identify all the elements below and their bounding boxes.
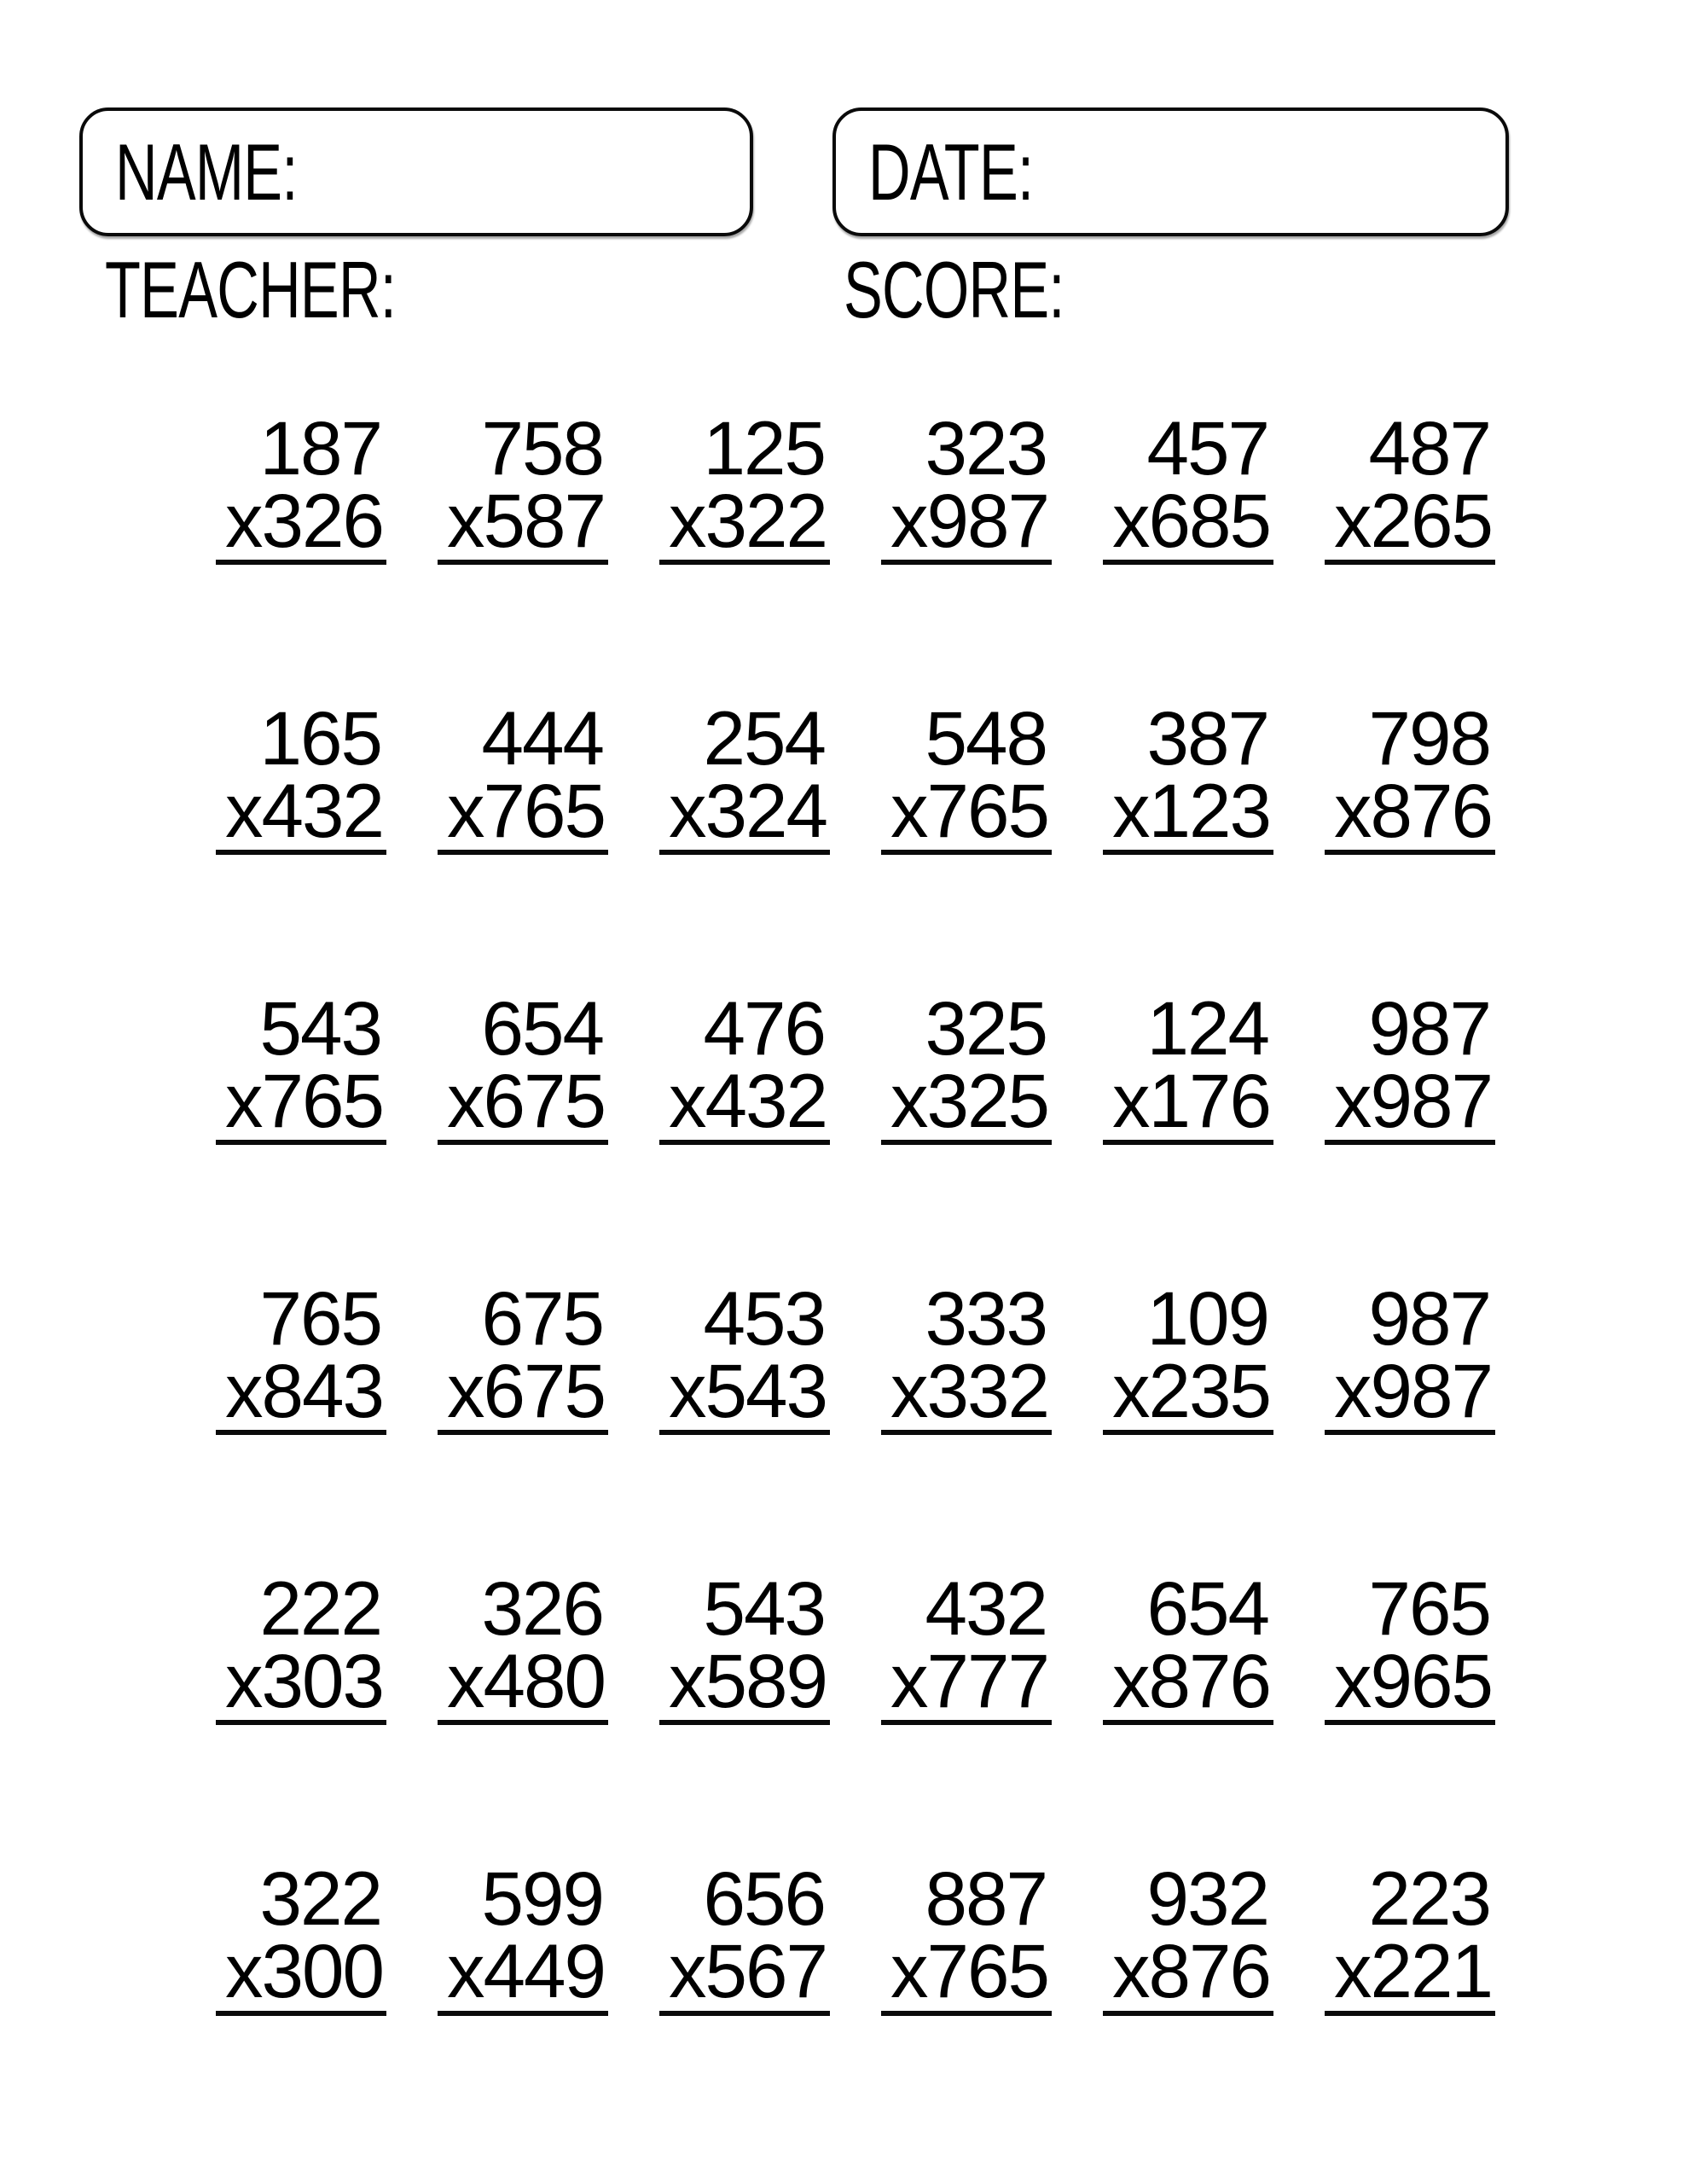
multiply-operator: x (1334, 1928, 1371, 2014)
multiplicand: 165 (259, 695, 381, 781)
multiplier-row (1103, 477, 1273, 563)
problem (659, 1565, 830, 1725)
problem (1325, 985, 1495, 1145)
problem (1103, 985, 1273, 1145)
problem (1103, 695, 1273, 855)
multiply-operator: x (447, 767, 484, 853)
multiplier-row (881, 1928, 1052, 2014)
multiplicand: 453 (703, 1275, 825, 1362)
problem (438, 695, 608, 855)
multiplicand: 444 (481, 695, 603, 781)
multiplier: 675 (483, 1347, 605, 1433)
multiplier-row (881, 1637, 1052, 1723)
teacher-label: TEACHER: (105, 245, 397, 334)
multiplier: 765 (926, 767, 1048, 853)
multiplier-row (216, 1347, 386, 1433)
problem (1325, 1275, 1495, 1435)
problem (881, 1275, 1052, 1435)
multiplier-row (881, 767, 1052, 853)
multiplier: 843 (261, 1347, 383, 1433)
multiplicand: 223 (1368, 1856, 1490, 1942)
problem (216, 1565, 386, 1725)
multiplicand: 543 (703, 1565, 825, 1652)
multiplier: 876 (1148, 1637, 1270, 1723)
multiplier: 876 (1370, 767, 1492, 853)
problem (216, 985, 386, 1145)
problem (881, 1565, 1052, 1725)
multiplier: 265 (1370, 477, 1492, 563)
multiply-operator: x (1334, 1347, 1371, 1433)
multiplicand: 387 (1146, 695, 1268, 781)
problem (438, 1856, 608, 2015)
multiplier-row (438, 477, 608, 563)
multiplier: 543 (705, 1347, 827, 1433)
problem (881, 985, 1052, 1145)
multiply-operator: x (225, 1637, 262, 1723)
name-field-box (79, 107, 753, 236)
multiplier-row (881, 1057, 1052, 1143)
multiplicand: 798 (1368, 695, 1490, 781)
multiply-operator: x (1112, 767, 1149, 853)
multiplicand: 654 (1146, 1565, 1268, 1652)
multiply-operator: x (447, 1057, 484, 1143)
multiplicand: 187 (259, 405, 381, 491)
problem (881, 695, 1052, 855)
multiplier: 123 (1148, 767, 1270, 853)
multiply-operator: x (1334, 1057, 1371, 1143)
multiplicand: 124 (1146, 985, 1268, 1072)
multiplier-row (659, 1057, 830, 1143)
multiply-operator: x (1112, 477, 1149, 563)
problems-grid (216, 405, 1495, 2016)
multiply-operator: x (890, 1928, 927, 2014)
multiply-operator: x (225, 477, 262, 563)
multiplier: 322 (705, 477, 827, 563)
problem (659, 1856, 830, 2015)
date-label: DATE: (868, 126, 1034, 217)
multiplier: 235 (1148, 1347, 1270, 1433)
problem (1325, 1565, 1495, 1725)
multiplier: 876 (1148, 1928, 1270, 2014)
multiply-operator: x (225, 1347, 262, 1433)
multiplier-row (659, 767, 830, 853)
multiplicand: 326 (481, 1565, 603, 1652)
problem (1103, 1856, 1273, 2015)
multiplier: 449 (483, 1928, 605, 2014)
multiplier-row (438, 767, 608, 853)
multiply-operator: x (1334, 477, 1371, 563)
multiplicand: 548 (925, 695, 1047, 781)
multiplier-row (216, 477, 386, 563)
multiply-operator: x (669, 477, 705, 563)
multiplier: 987 (1370, 1347, 1492, 1433)
multiply-operator: x (890, 767, 927, 853)
multiply-operator: x (1112, 1347, 1149, 1433)
problem (438, 1565, 608, 1725)
multiplicand: 675 (481, 1275, 603, 1362)
multiplier-row (659, 1637, 830, 1723)
multiplier: 326 (261, 477, 383, 563)
multiplier-row (881, 477, 1052, 563)
multiplier: 303 (261, 1637, 383, 1723)
multiplier: 176 (1148, 1057, 1270, 1143)
multiplicand: 887 (925, 1856, 1047, 1942)
multiply-operator: x (225, 1928, 262, 2014)
multiplier-row (438, 1057, 608, 1143)
multiply-operator: x (669, 1347, 705, 1433)
multiplier-row (1103, 1347, 1273, 1433)
multiplicand: 543 (259, 985, 381, 1072)
multiplicand: 765 (1368, 1565, 1490, 1652)
multiplicand: 323 (925, 405, 1047, 491)
multiplier: 987 (1370, 1057, 1492, 1143)
multiplier: 965 (1370, 1637, 1492, 1723)
multiply-operator: x (1112, 1057, 1149, 1143)
multiply-operator: x (669, 1057, 705, 1143)
multiplier: 221 (1370, 1928, 1492, 2014)
multiply-operator: x (669, 767, 705, 853)
multiplier: 987 (926, 477, 1048, 563)
multiplier: 480 (483, 1637, 605, 1723)
multiply-operator: x (890, 1057, 927, 1143)
multiplicand: 322 (259, 1856, 381, 1942)
multiplier-row (1103, 767, 1273, 853)
problem (659, 695, 830, 855)
problem (659, 985, 830, 1145)
problem (881, 1856, 1052, 2015)
multiplicand: 987 (1368, 985, 1490, 1072)
multiply-operator: x (447, 1637, 484, 1723)
multiplier-row (881, 1347, 1052, 1433)
problem (1103, 1275, 1273, 1435)
problem (1103, 405, 1273, 565)
multiplier: 325 (926, 1057, 1048, 1143)
multiply-operator: x (1112, 1637, 1149, 1723)
multiplier-row (216, 767, 386, 853)
multiplier: 324 (705, 767, 827, 853)
problem (216, 1856, 386, 2015)
multiply-operator: x (447, 1928, 484, 2014)
multiply-operator: x (669, 1637, 705, 1723)
multiplicand: 654 (481, 985, 603, 1072)
date-field-box (832, 107, 1509, 236)
problem (881, 405, 1052, 565)
problem (659, 405, 830, 565)
multiplicand: 765 (259, 1275, 381, 1362)
multiplier: 765 (261, 1057, 383, 1143)
problem (438, 405, 608, 565)
multiplier-row (1103, 1928, 1273, 2014)
problem (1325, 405, 1495, 565)
multiplier-row (216, 1637, 386, 1723)
multiplicand: 932 (1146, 1856, 1268, 1942)
multiplier: 675 (483, 1057, 605, 1143)
name-label: NAME: (115, 126, 298, 217)
problem (438, 985, 608, 1145)
multiplier: 589 (705, 1637, 827, 1723)
multiplier: 432 (705, 1057, 827, 1143)
multiplier-row (659, 1347, 830, 1433)
multiplicand: 333 (925, 1275, 1047, 1362)
multiplier: 765 (483, 767, 605, 853)
multiplicand: 109 (1146, 1275, 1268, 1362)
multiplier: 765 (926, 1928, 1048, 2014)
multiplier-row (1325, 767, 1495, 853)
multiplicand: 432 (925, 1565, 1047, 1652)
multiply-operator: x (225, 1057, 262, 1143)
multiplier: 777 (926, 1637, 1048, 1723)
multiply-operator: x (669, 1928, 705, 2014)
multiplier-row (1325, 1928, 1495, 2014)
multiply-operator: x (890, 1637, 927, 1723)
multiplicand: 599 (481, 1856, 603, 1942)
multiply-operator: x (447, 477, 484, 563)
multiplicand: 987 (1368, 1275, 1490, 1362)
multiplier-row (438, 1637, 608, 1723)
multiplicand: 656 (703, 1856, 825, 1942)
multiplier-row (1103, 1057, 1273, 1143)
problem (1103, 1565, 1273, 1725)
multiply-operator: x (890, 477, 927, 563)
multiply-operator: x (1334, 767, 1371, 853)
multiplier-row (216, 1057, 386, 1143)
multiplicand: 487 (1368, 405, 1490, 491)
problem (216, 695, 386, 855)
multiplicand: 254 (703, 695, 825, 781)
multiplier: 685 (1148, 477, 1270, 563)
multiplicand: 325 (925, 985, 1047, 1072)
problem (659, 1275, 830, 1435)
multiplier: 432 (261, 767, 383, 853)
multiply-operator: x (447, 1347, 484, 1433)
multiply-operator: x (1112, 1928, 1149, 2014)
multiplier-row (1325, 1637, 1495, 1723)
multiplier: 300 (261, 1928, 383, 2014)
multiplier-row (438, 1928, 608, 2014)
multiplier-row (1325, 477, 1495, 563)
multiplicand: 476 (703, 985, 825, 1072)
multiplier: 587 (483, 477, 605, 563)
multiplier-row (438, 1347, 608, 1433)
problem (438, 1275, 608, 1435)
multiplier-row (1325, 1347, 1495, 1433)
problem (1325, 695, 1495, 855)
score-label: SCORE: (844, 245, 1064, 334)
multiplier-row (1103, 1637, 1273, 1723)
multiplicand: 758 (481, 405, 603, 491)
problem (216, 1275, 386, 1435)
multiplier-row (659, 477, 830, 563)
multiplicand: 125 (703, 405, 825, 491)
multiplier: 332 (926, 1347, 1048, 1433)
multiply-operator: x (890, 1347, 927, 1433)
multiplicand: 222 (259, 1565, 381, 1652)
multiply-operator: x (225, 767, 262, 853)
multiplier-row (1325, 1057, 1495, 1143)
multiplier-row (216, 1928, 386, 2014)
multiplier-row (659, 1928, 830, 2014)
problem (216, 405, 386, 565)
multiplicand: 457 (1146, 405, 1268, 491)
problem (1325, 1856, 1495, 2015)
multiply-operator: x (1334, 1637, 1371, 1723)
multiplier: 567 (705, 1928, 827, 2014)
